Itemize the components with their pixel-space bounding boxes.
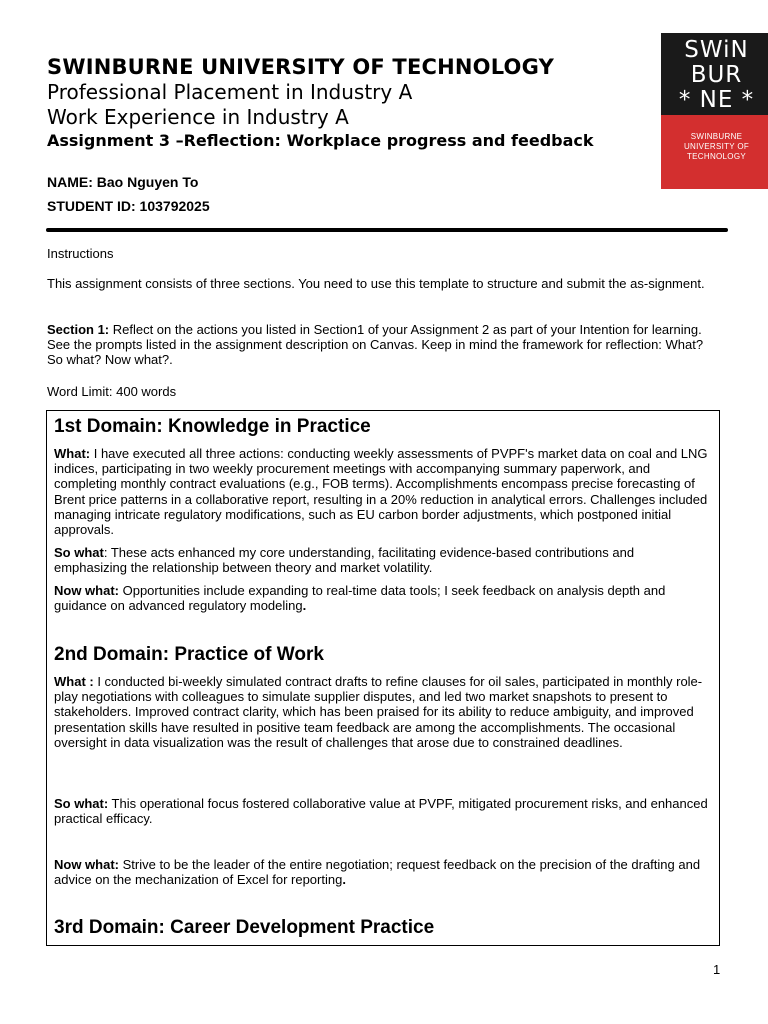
domain1-so-what: So what: These acts enhanced my core understanding, facilitating evidence-based contributions and emphasizing the relationship between theory and market volatility. [54, 545, 635, 576]
domain2-now-what: Now what: Strive to be the leader of the entire negotiation; request feedback on the precision of the drafting and advice on the mechanization of Excel for reporting. [54, 857, 701, 888]
section1-instructions: Section 1: Reflect on the actions you listed in Section1 of your Assignment 2 as part of your Intention for learning. See the prompts listed in the assignment description on Canvas. Keep in mind the framework for reflection: What? So what? Now what?. [47, 322, 704, 367]
word-limit: Word Limit: 400 words [47, 384, 177, 399]
swinburne-logo [661, 33, 768, 189]
domain2-so-what: So what: This operational focus fostered collaborative value at PVPF, mitigated procurement risks, and enhanced practical efficacy. [54, 796, 708, 827]
document-header [47, 54, 667, 152]
logo-wordmark: SWiN BUR * NE * [661, 33, 768, 115]
reflection-table [46, 410, 720, 946]
instructions-heading: Instructions [47, 246, 114, 261]
student-id: STUDENT ID: 103792025 [47, 198, 210, 214]
logo-caption: SWINBURNE UNIVERSITY OF TECHNOLOGY [661, 115, 768, 189]
unit-subtitle: Work Experience in Industry A [47, 105, 349, 129]
university-title: SWINBURNE UNIVERSITY OF TECHNOLOGY [47, 55, 554, 79]
assignment-title: Assignment 3 –Reflection: Workplace progress and feedback [47, 131, 594, 150]
instructions-paragraph: This assignment consists of three sections. You need to use this template to structure and submit the as-signment. [47, 276, 705, 291]
domain3-heading: 3rd Domain: Career Development Practice [54, 917, 435, 938]
domain1-now-what: Now what: Opportunities include expanding to real-time data tools; I seek feedback on analysis depth and guidance on advanced regulatory modeling. [54, 583, 666, 614]
domain1-heading: 1st Domain: Knowledge in Practice [54, 416, 371, 437]
header-divider [46, 228, 728, 232]
domain2-heading: 2nd Domain: Practice of Work [54, 644, 324, 665]
domain1-what: What: I have executed all three actions: conducting weekly assessments of PVPF's market data on coal and LNG indices, participating in two weekly procurement meetings with accompanying summary paperwork, and completing monthly contract evaluations (e.g., FOB terms). Accomplishments encompass precise forecasting of Brent price patterns in a collaborative report, resulting in a 20% reduction in analytical errors. Challenges included managing intricate regulatory modifications, such as EU carbon border adjustments, which postponed initial approvals. [54, 446, 708, 538]
page-number: 1 [713, 962, 721, 977]
unit-title: Professional Placement in Industry A [47, 80, 413, 104]
student-name: NAME: Bao Nguyen To [47, 174, 199, 190]
domain2-what: What : I conducted bi-weekly simulated contract drafts to refine clauses for oil sales, participated in monthly role-play negotiations with colleagues to simulate supplier disputes, and led two market snapshots to present to stakeholders. Improved contract clarity, which has been praised for its ability to reduce ambiguity, and improved presentation skills have resulted in positive team feedback are among the accomplishments. The occasional oversight in data visualization was the result of challenges that arose due to constrained deadlines. [54, 674, 703, 750]
